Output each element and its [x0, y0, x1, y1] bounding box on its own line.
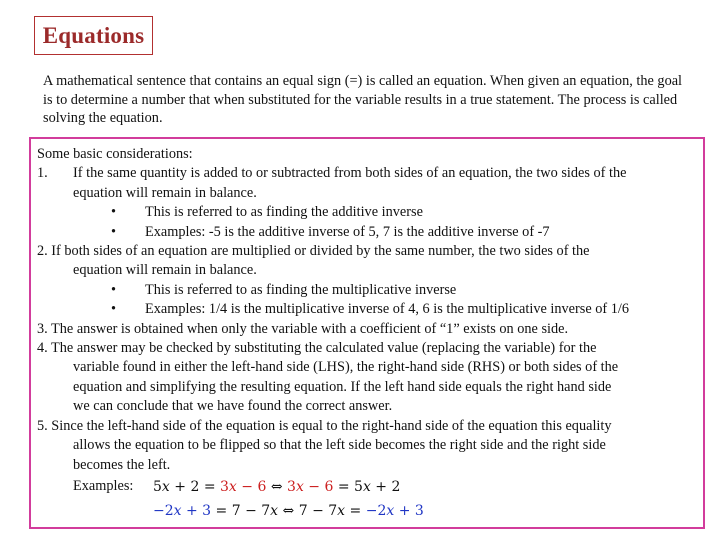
item-5-line-2: allows the equation to be flipped so that the left side becomes the right side and the right side — [73, 437, 606, 454]
item-1-bullet-1 — [37, 203, 697, 222]
item-4-line-3: equation and simplifying the resulting equation. If the left hand side equals the right hand side — [73, 378, 612, 395]
considerations-content — [37, 145, 697, 525]
page-title: Equations — [42, 22, 145, 48]
intro-paragraph: A mathematical sentence that contains an equal sign (=) is called an equation. When given an equation, the goal is to determine a number that when substituted for the variable results in a true statement. The process is called solving the equation. — [43, 73, 683, 126]
equation-2: −2x + 3 = 7 − 7x ⇔ 7 − 7x = −2x + 3 — [153, 502, 424, 519]
bullet-text: This is referred to as finding the additive inverse — [145, 204, 423, 221]
item-2-line-1: 2. If both sides of an equation are multiplied or divided by the same number, the two sides of the — [37, 243, 590, 260]
item-4-line-1: 4. The answer may be checked by substituting the calculated value (replacing the variable) for the — [37, 340, 597, 357]
title-box — [34, 16, 153, 55]
bullet-text: Examples: 1/4 is the multiplicative inverse of 4, 6 is the multiplicative inverse of 1/6 — [145, 301, 630, 318]
item-1-bullet-2 — [37, 223, 697, 242]
item-4-line-4: we can conclude that we have found the correct answer. — [73, 398, 393, 415]
examples-block — [37, 477, 697, 525]
item-2-line-2: equation will remain in balance. — [73, 262, 257, 279]
item-5-line-3: becomes the left. — [73, 456, 171, 473]
item-1-line-2: equation will remain in balance. — [73, 184, 257, 201]
bullet-icon: • — [111, 281, 117, 298]
item-1-line-1 — [37, 164, 697, 183]
item-1-number: 1. — [37, 165, 48, 182]
bullet-icon: • — [111, 223, 117, 240]
bullet-text: Examples: -5 is the additive inverse of 5, 7 is the additive inverse of -7 — [145, 223, 550, 240]
item-3: 3. The answer is obtained when only the variable with a coefficient of “1” exists on one side. — [37, 320, 569, 337]
bullet-text: This is referred to as finding the multiplicative inverse — [145, 281, 457, 298]
item-5-line-1: 5. Since the left-hand side of the equation is equal to the right-hand side of the equation this equality — [37, 417, 612, 434]
bullet-icon: • — [111, 204, 117, 221]
examples-label: Examples: — [73, 477, 134, 494]
considerations-heading: Some basic considerations: — [37, 146, 193, 162]
equation-1: 5x + 2 = 3x − 6 ⇔ 3x − 6 = 5x + 2 — [153, 478, 401, 495]
bullet-icon: • — [111, 301, 117, 318]
item-1-text: If the same quantity is added to or subtracted from both sides of an equation, the two sides of the — [73, 165, 627, 182]
item-2-bullet-1 — [37, 281, 697, 300]
considerations-box — [29, 137, 705, 529]
item-4-line-2: variable found in either the left-hand side (LHS), the right-hand side (RHS) or both sides of the — [73, 359, 619, 376]
item-2-bullet-2 — [37, 300, 697, 319]
